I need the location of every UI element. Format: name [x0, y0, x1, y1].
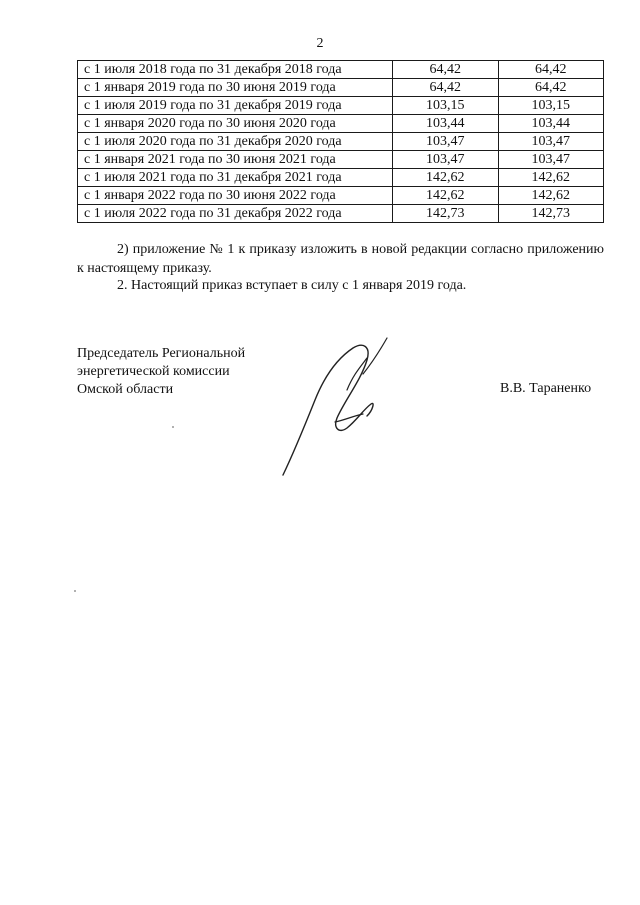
period-cell: с 1 января 2022 года по 30 июня 2022 года [78, 187, 393, 205]
table-row [78, 187, 604, 205]
value-cell: 142,73 [498, 205, 604, 223]
value-cell: 64,42 [498, 79, 604, 97]
tariff-table [77, 60, 604, 223]
value-cell: 64,42 [393, 61, 499, 79]
handwritten-signature [275, 330, 405, 480]
value-cell: 142,62 [393, 169, 499, 187]
value-cell: 103,44 [498, 115, 604, 133]
paragraph-effective-date: 2. Настоящий приказ вступает в силу с 1 января 2019 года. [117, 278, 467, 293]
table-row [78, 61, 604, 79]
period-cell: с 1 января 2019 года по 30 июня 2019 года [78, 79, 393, 97]
tariff-table-body [78, 61, 604, 223]
value-cell: 103,47 [498, 151, 604, 169]
period-cell: с 1 июля 2018 года по 31 декабря 2018 года [78, 61, 393, 79]
value-cell: 142,62 [498, 169, 604, 187]
signer-title-line-2: энергетической комиссии [77, 364, 230, 379]
period-cell: с 1 июля 2019 года по 31 декабря 2019 года [78, 97, 393, 115]
period-cell: с 1 июля 2022 года по 31 декабря 2022 года [78, 205, 393, 223]
value-cell: 103,15 [498, 97, 604, 115]
period-cell: с 1 января 2020 года по 30 июня 2020 года [78, 115, 393, 133]
table-row [78, 115, 604, 133]
paragraph-amendment: 2) приложение № 1 к приказу изложить в новой редакции согласно приложению к настоящему приказу. [77, 242, 604, 276]
signer-title [77, 345, 245, 399]
value-cell: 64,42 [498, 61, 604, 79]
value-cell: 103,15 [393, 97, 499, 115]
value-cell: 103,44 [393, 115, 499, 133]
value-cell: 103,47 [393, 133, 499, 151]
signer-title-line-1: Председатель Региональной [77, 346, 246, 361]
value-cell: 142,73 [393, 205, 499, 223]
table-row [78, 79, 604, 97]
table-row [78, 97, 604, 115]
period-cell: с 1 июля 2021 года по 31 декабря 2021 года [78, 169, 393, 187]
table-row [78, 151, 604, 169]
value-cell: 103,47 [393, 151, 499, 169]
page-number: 2 [316, 36, 324, 51]
table-row [78, 205, 604, 223]
value-cell: 142,62 [498, 187, 604, 205]
signer-title-line-3: Омской области [77, 382, 174, 397]
table-row [78, 133, 604, 151]
period-cell: с 1 января 2021 года по 30 июня 2021 года [78, 151, 393, 169]
period-cell: с 1 июля 2020 года по 31 декабря 2020 года [78, 133, 393, 151]
value-cell: 103,47 [498, 133, 604, 151]
scan-speck [74, 590, 76, 592]
signer-name: В.В. Тараненко [500, 381, 592, 396]
value-cell: 64,42 [393, 79, 499, 97]
table-row [78, 169, 604, 187]
value-cell: 142,62 [393, 187, 499, 205]
scan-speck [172, 426, 174, 428]
